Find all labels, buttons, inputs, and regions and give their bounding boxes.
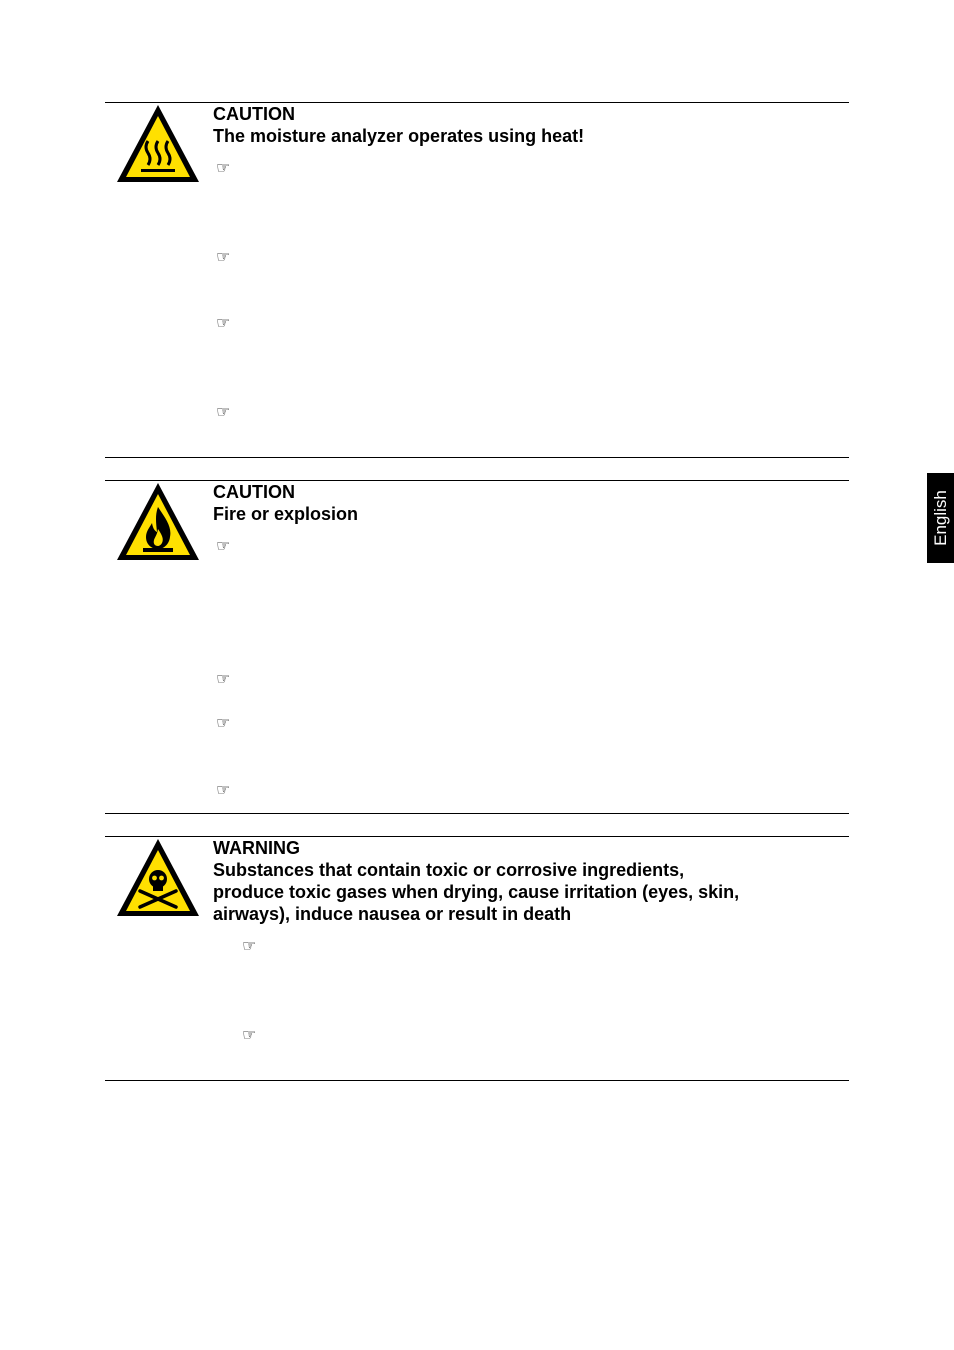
section-3-title-line-2: produce toxic gases when drying, cause irritation (eyes, skin, [213, 882, 740, 902]
bullet-hand-icon: ☞ [216, 536, 231, 555]
section-2-bottom-rule [105, 813, 849, 814]
section-3-title-line-3: airways), induce nausea or result in death [213, 904, 572, 924]
bullet-hand-icon: ☞ [242, 936, 257, 955]
section-2-level: CAUTION [213, 482, 295, 502]
section-1-level: CAUTION [213, 104, 295, 124]
bullet-hand-icon: ☞ [216, 780, 231, 799]
language-side-tab [927, 473, 954, 563]
section-1-title: The moisture analyzer operates using heat! [213, 126, 585, 146]
bullet-hand-icon: ☞ [216, 713, 231, 732]
section-3-bottom-rule [105, 1080, 849, 1081]
section-1-bottom-rule [105, 457, 849, 458]
section-3-level: WARNING [213, 838, 300, 858]
bullet-hand-icon: ☞ [216, 402, 231, 421]
bullet-hand-icon: ☞ [216, 669, 231, 688]
toxic-warning-icon [114, 835, 202, 919]
bullet-hand-icon: ☞ [216, 247, 231, 266]
bullet-hand-icon: ☞ [216, 158, 231, 177]
bullet-hand-icon: ☞ [216, 313, 231, 332]
language-side-tab-label: English [930, 490, 950, 546]
section-2-title: Fire or explosion [213, 504, 359, 524]
hot-surface-warning-icon [114, 101, 202, 185]
section-3-title-line-1: Substances that contain toxic or corrosive ingredients, [213, 860, 685, 880]
bullet-hand-icon: ☞ [242, 1025, 257, 1044]
flammable-warning-icon [114, 479, 202, 563]
